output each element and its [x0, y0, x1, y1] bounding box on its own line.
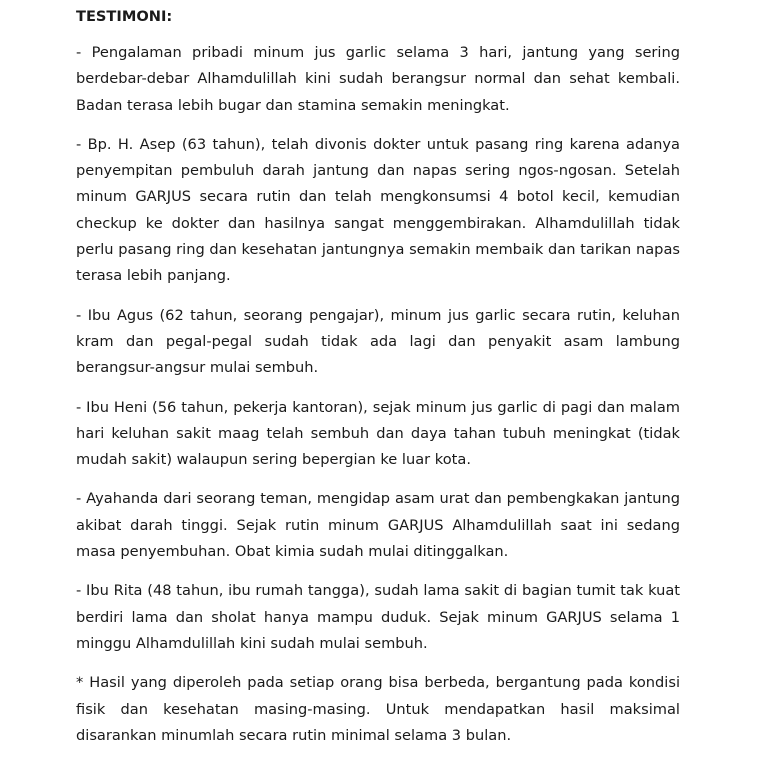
testimonial-paragraph: - Ibu Rita (48 tahun, ibu rumah tangga), sudah lama sakit di bagian tumit tak kuat berdiri lama dan sholat hanya mampu duduk. Sejak minum GARJUS selama 1 minggu Alhamdulillah kini sudah mulai sembuh. [76, 582, 680, 652]
testimoni-heading: TESTIMONI: [76, 8, 173, 25]
disclaimer-note: * Hasil yang diperoleh pada setiap orang bisa berbeda, bergantung pada kondisi fisik dan kesehatan masing-masing. Untuk mendapatkan hasil maksimal disarankan minumlah secara rutin minimal selama 3 bulan. [76, 674, 680, 744]
testimonial-paragraph: - Ayahanda dari seorang teman, mengidap asam urat dan pembengkakan jantung akibat darah tinggi. Sejak rutin minum GARJUS Alhamdulillah saat ini sedang masa penyembuhan. Obat kimia sudah mulai ditinggalkan. [76, 490, 680, 561]
testimonial-paragraph: - Bp. H. Asep (63 tahun), telah divonis dokter untuk pasang ring karena adanya penyempitan pembuluh darah jantung dan napas sering ngos-ngosan. Setelah minum GARJUS secara rutin dan telah mengkonsumsi 4 botol kecil, kemudian checkup ke dokter dan hasilnya sangat menggembirakan. Alhamdulillah tidak perlu pasang ring dan kesehatan jantungnya semakin membaik dan tarikan napas terasa lebih panjang. [76, 135, 680, 285]
document-page [76, 4, 680, 749]
testimonial-paragraph: - Ibu Heni (56 tahun, pekerja kantoran), sejak minum jus garlic di pagi dan malam hari keluhan sakit maag telah sembuh dan daya tahan tubuh meningkat (tidak mudah sakit) walaupun sering bepergian ke luar kota. [76, 398, 680, 469]
testimonial-paragraph: - Pengalaman pribadi minum jus garlic selama 3 hari, jantung yang sering berdebar-debar Alhamdulillah kini sudah berangsur normal dan sehat kembali. Badan terasa lebih bugar dan stamina semakin meningkat. [76, 44, 680, 114]
testimonial-paragraph: - Ibu Agus (62 tahun, seorang pengajar), minum jus garlic secara rutin, keluhan kram dan pegal-pegal sudah tidak ada lagi dan penyakit asam lambung berangsur-angsur mulai sembuh. [76, 306, 680, 377]
